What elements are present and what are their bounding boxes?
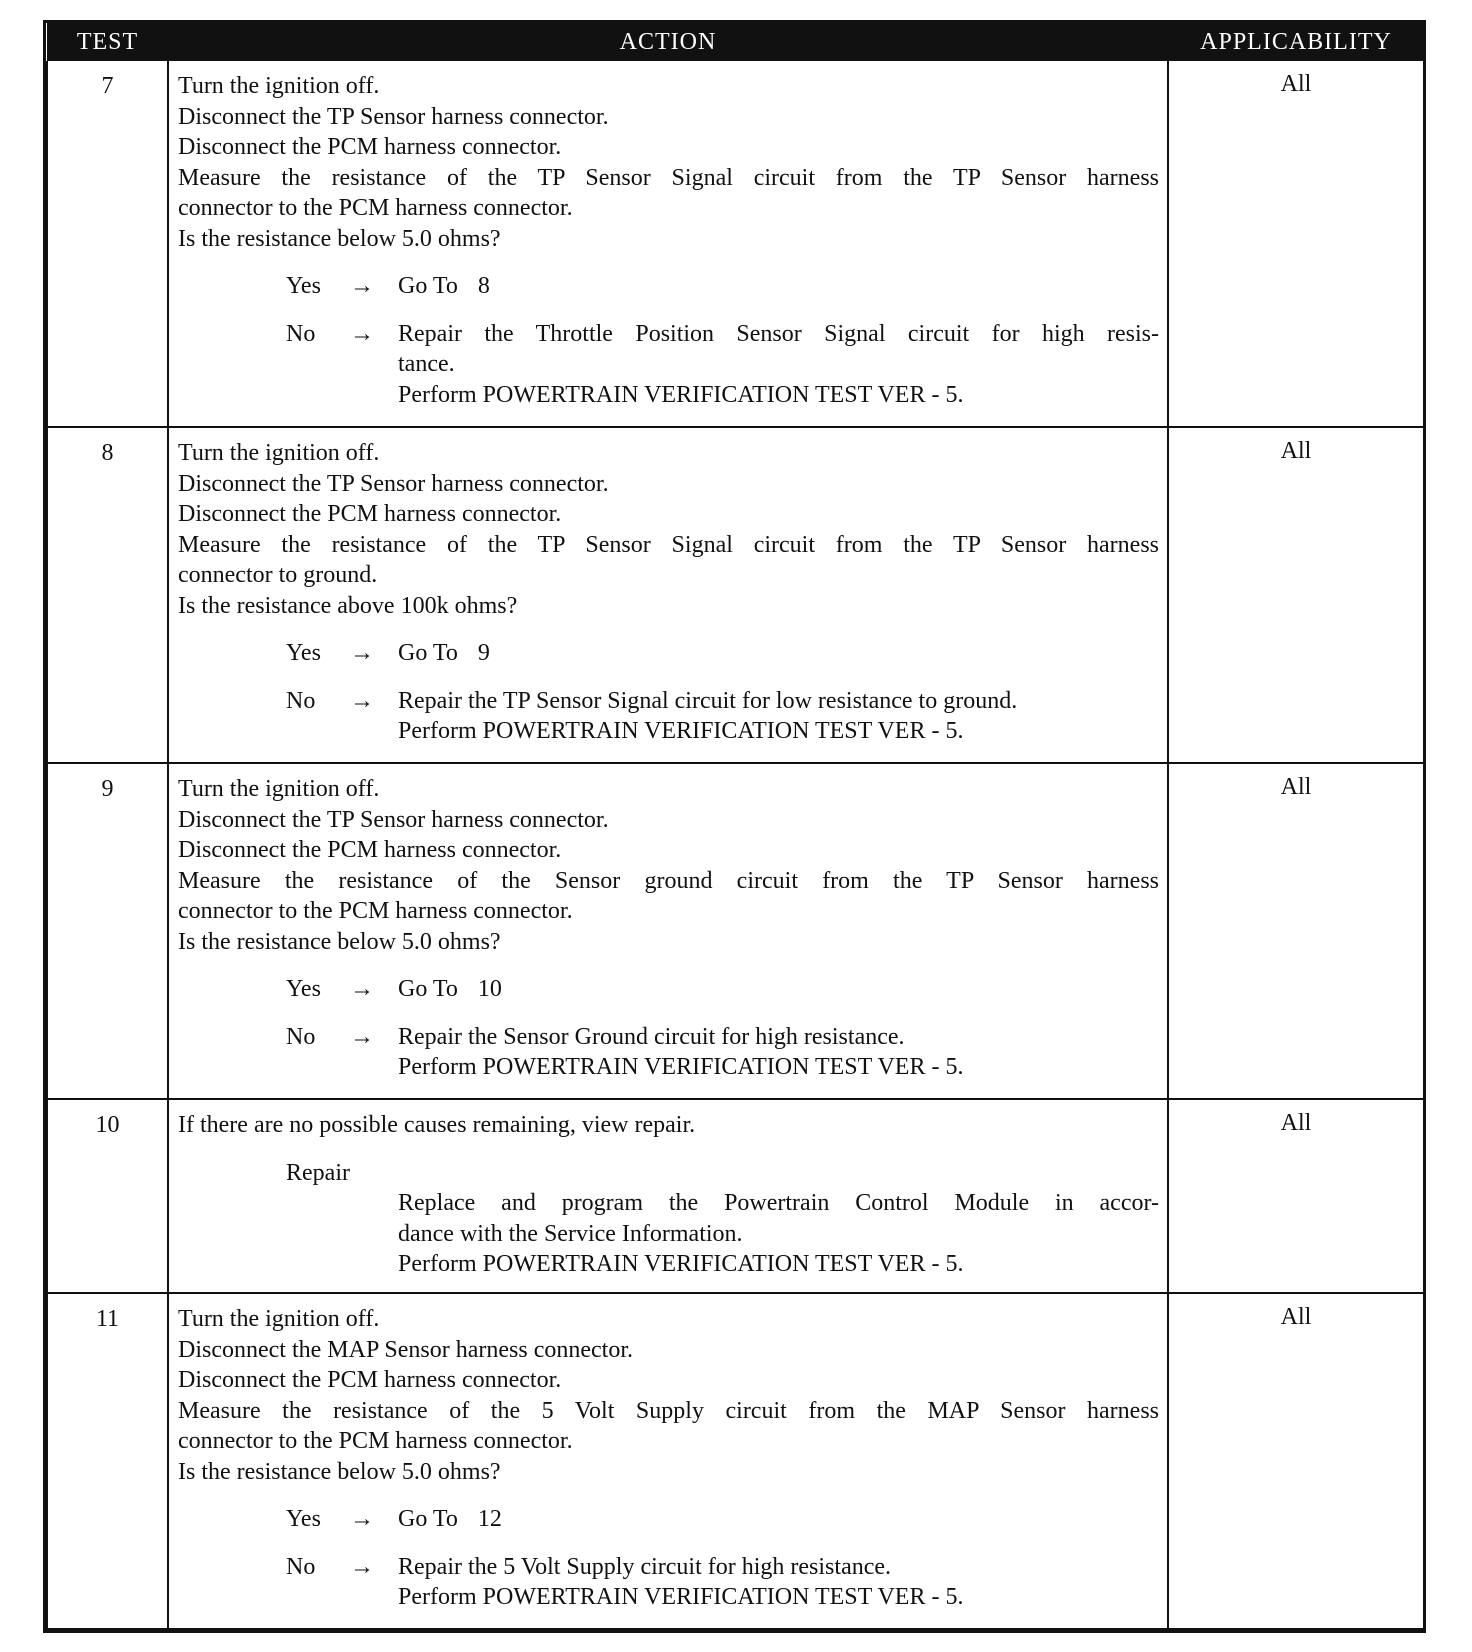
action-line: Disconnect the MAP Sensor harness connector. [178, 1336, 634, 1363]
no-result-line: Repair the Throttle Position Sensor Signal circuit for high resis- [398, 320, 1159, 347]
test-number: 9 [47, 763, 168, 1099]
header-test: TEST [47, 23, 168, 61]
diagnostic-table-frame [43, 20, 1426, 1633]
arrow-right-icon: → [350, 1023, 374, 1050]
action-line: Measure the resistance of the TP Sensor Signal circuit from the TP Sensor harness [178, 164, 1159, 191]
yes-label: Yes [286, 976, 321, 1002]
verification-test-link[interactable]: Perform POWERTRAIN VERIFICATION TEST VER - 5. [398, 718, 964, 744]
verification-test-link[interactable]: Perform POWERTRAIN VERIFICATION TEST VER - 5. [398, 1054, 964, 1080]
action-line: Disconnect the PCM harness connector. [178, 134, 562, 160]
goto-target-link[interactable]: 12 [477, 1506, 502, 1532]
applicability-value: All [1168, 427, 1424, 763]
yes-label: Yes [286, 1506, 321, 1532]
arrow-right-icon: → [350, 687, 374, 714]
arrow-right-icon: → [350, 1553, 374, 1580]
action-line: Is the resistance below 5.0 ohms? [178, 225, 501, 252]
action-line: Turn the ignition off. [178, 440, 380, 466]
applicability-value: All [1168, 1293, 1424, 1629]
action-line: Disconnect the TP Sensor harness connector. [178, 103, 609, 130]
yes-label: Yes [286, 640, 321, 666]
no-branch [178, 319, 1159, 411]
action-cell [168, 1293, 1168, 1629]
repair-body [398, 1188, 1159, 1280]
test-row-10 [47, 1099, 1424, 1293]
verification-test-link[interactable]: Perform POWERTRAIN VERIFICATION TEST VER - 5. [398, 1584, 964, 1610]
repair-line: dance with the Service Information. [398, 1220, 743, 1247]
no-result-line: tance. [398, 351, 455, 377]
no-branch [178, 1022, 1159, 1083]
yes-branch [178, 974, 1159, 1005]
verification-test-link[interactable]: Perform POWERTRAIN VERIFICATION TEST VER - 5. [398, 1251, 964, 1277]
action-line: Turn the ignition off. [178, 1306, 380, 1332]
action-line: Turn the ignition off. [178, 776, 380, 802]
goto-text: Go To [398, 640, 458, 666]
header-applicability: APPLICABILITY [1168, 23, 1424, 61]
action-cell [168, 1099, 1168, 1293]
action-cell [168, 763, 1168, 1099]
applicability-value: All [1168, 763, 1424, 1099]
test-number: 8 [47, 427, 168, 763]
applicability-value: All [1168, 1099, 1424, 1293]
action-line: Disconnect the TP Sensor harness connector. [178, 806, 609, 833]
no-result-line: Repair the Sensor Ground circuit for high resistance. [398, 1023, 905, 1050]
no-branch [178, 1552, 1159, 1613]
yes-branch [178, 638, 1159, 669]
action-line: connector to the PCM harness connector. [178, 195, 573, 221]
goto-text: Go To [398, 976, 458, 1002]
no-label: No [286, 1023, 316, 1050]
arrow-right-icon: → [350, 1506, 374, 1532]
test-row-9 [47, 763, 1424, 1099]
diagnostic-table [46, 23, 1425, 1630]
header-row [47, 23, 1424, 61]
test-row-7 [47, 61, 1424, 427]
no-label: No [286, 1553, 316, 1580]
action-line: Turn the ignition off. [178, 73, 380, 99]
no-result-line: Repair the TP Sensor Signal circuit for low resistance to ground. [398, 687, 1018, 714]
header-action: ACTION [168, 23, 1168, 61]
action-cell [168, 61, 1168, 427]
action-line: Measure the resistance of the 5 Volt Supply circuit from the MAP Sensor harness [178, 1397, 1159, 1424]
test-number: 7 [47, 61, 168, 427]
action-line: connector to ground. [178, 562, 378, 588]
applicability-value: All [1168, 61, 1424, 427]
goto-target-link[interactable]: 8 [477, 273, 490, 299]
no-result-line: Repair the 5 Volt Supply circuit for high resistance. [398, 1553, 892, 1580]
goto-text: Go To [398, 273, 458, 299]
test-number: 11 [47, 1293, 168, 1629]
goto-text: Go To [398, 1506, 458, 1532]
arrow-right-icon: → [350, 320, 374, 347]
no-label: No [286, 687, 316, 714]
action-line: Disconnect the PCM harness connector. [178, 1367, 562, 1393]
action-line: Disconnect the TP Sensor harness connector. [178, 470, 609, 497]
goto-target-link[interactable]: 10 [477, 976, 502, 1002]
verification-test-link[interactable]: Perform POWERTRAIN VERIFICATION TEST VER - 5. [398, 381, 964, 408]
no-label: No [286, 320, 316, 347]
action-cell [168, 427, 1168, 763]
arrow-right-icon: → [350, 976, 374, 1002]
test-number: 10 [47, 1099, 168, 1293]
repair-line: Replace and program the Powertrain Control Module in accor- [398, 1190, 1159, 1216]
repair-label: Repair [286, 1159, 350, 1186]
action-line: Measure the resistance of the Sensor ground circuit from the TP Sensor harness [178, 867, 1159, 894]
action-line: Is the resistance below 5.0 ohms? [178, 928, 501, 955]
arrow-right-icon: → [350, 273, 374, 299]
action-line: Measure the resistance of the TP Sensor Signal circuit from the TP Sensor harness [178, 531, 1159, 558]
action-line: If there are no possible causes remaining, view repair. [178, 1112, 696, 1138]
test-row-8 [47, 427, 1424, 763]
action-line: Is the resistance above 100k ohms? [178, 592, 518, 619]
arrow-right-icon: → [350, 640, 374, 666]
yes-label: Yes [286, 273, 321, 299]
action-line: connector to the PCM harness connector. [178, 1428, 573, 1454]
yes-branch [178, 271, 1159, 302]
yes-branch [178, 1504, 1159, 1535]
no-branch [178, 686, 1159, 747]
action-line: Is the resistance below 5.0 ohms? [178, 1458, 501, 1485]
action-line: Disconnect the PCM harness connector. [178, 501, 562, 527]
action-line: connector to the PCM harness connector. [178, 898, 573, 924]
action-line: Disconnect the PCM harness connector. [178, 837, 562, 863]
goto-target-link[interactable]: 9 [477, 640, 490, 666]
test-row-11 [47, 1293, 1424, 1629]
